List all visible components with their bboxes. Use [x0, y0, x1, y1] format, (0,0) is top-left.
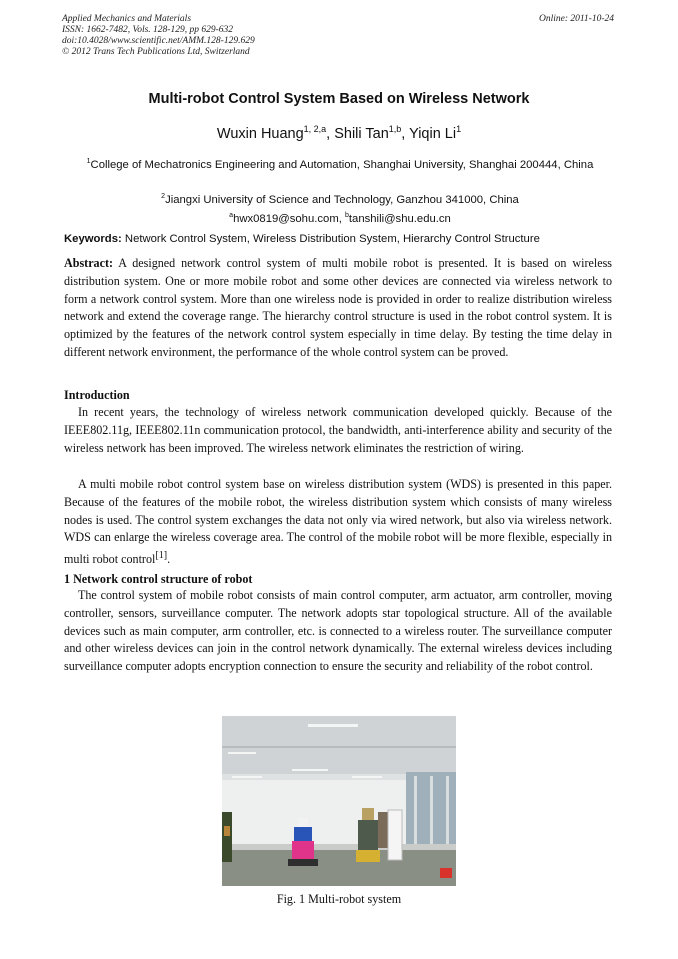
keywords — [64, 233, 614, 245]
affiliation-sup: 2 — [161, 193, 166, 200]
issn-line: ISSN: 1662-7482, Vols. 128-129, pp 629-632 — [62, 25, 233, 35]
affiliation-1 — [70, 156, 610, 171]
author-name: Wuxin Huang — [216, 125, 304, 142]
author-name: Yiqin Li — [409, 125, 457, 142]
keywords-label: Keywords: — [64, 233, 122, 245]
author-sup: 1 — [456, 124, 462, 134]
sentence-end: . — [167, 552, 171, 567]
intro-paragraph-2-text: A multi mobile robot control system base on wireless distribution system (WDS) is presented in this paper. Because of the features of the mobile robot, the wireless distribution system which consists of many wireless nodes is used. The control system exchanges the data not only via wired network, but also via wireless network. WDS can enlarge the wireless coverage area. The control of the mobile robot will be more flexible, especially in multi robot control — [64, 477, 612, 567]
author-sup: 1, 2,a — [303, 124, 327, 134]
paper-title: Multi-robot Control System Based on Wireless Network — [148, 91, 530, 107]
journal-header — [62, 14, 255, 58]
multi-robot-photo-image — [222, 716, 456, 886]
section1-paragraph-1: The control system of mobile robot consists of main control computer, arm actuator, arm controller, moving controller, sensors, surveillance computer. The network adopts star topological structure. All of the available devices such as main computer, arm controller, etc. is connected to a wireless router. The surveillance computer and other wireless devices can join in the control network dynamically. The external wireless devices including surveillance computer adopts encryption connection to ensure the security and reliability of the robot control. — [64, 588, 612, 674]
figure-caption: Fig. 1 Multi-robot system — [276, 892, 402, 906]
section-heading-introduction: Introduction — [64, 388, 130, 402]
abstract-label: Abstract: — [64, 256, 114, 270]
affiliation-text: Jiangxi University of Science and Technology, Ganzhou 341000, China — [165, 193, 519, 206]
email-b: tanshili@shu.edu.cn — [348, 212, 451, 225]
affiliation-sup: 1 — [86, 158, 91, 165]
figure-photo — [222, 716, 456, 886]
online-date: Online: 2011-10-24 — [538, 14, 614, 24]
affiliation-2 — [70, 191, 610, 206]
keywords-text: Network Control System, Wireless Distribution System, Hierarchy Control Structure — [124, 233, 540, 245]
section-heading-1: 1 Network control structure of robot — [64, 572, 253, 586]
author-list — [0, 124, 678, 142]
email-sup: a — [229, 212, 234, 219]
doi-line: doi:10.4028/www.scientific.net/AMM.128-129.629 — [62, 36, 255, 46]
author-name: Shili Tan — [334, 125, 389, 142]
affiliation-text: College of Mechatronics Engineering and Automation, Shanghai University, Shanghai 200444, China — [90, 158, 594, 171]
email-sup: b — [345, 212, 349, 219]
author-sep: , — [401, 125, 410, 142]
abstract-text: A designed network control system of multi mobile robot is presented. It is based on wireless distribution system. One or more mobile robot and some other devices are connected via wireless network to form a network control system. More than one wireless node is provided in order to realize distribution wireless network and extend the coverage range. The hierarchy control structure is used in the robot control system. It is optimized by the features of the network control system especially in time delay. By testing the time delay in different network environment, the performance of the whole control system can be proved. — [64, 256, 612, 359]
author-sup: 1,b — [388, 124, 402, 134]
abstract — [64, 255, 612, 362]
email-a: hwx0819@sohu.com, — [233, 212, 346, 225]
copyright-line: © 2012 Trans Tech Publications Ltd, Switzerland — [62, 47, 250, 57]
author-sep: , — [326, 125, 335, 142]
citation-ref[interactable]: [1] — [155, 550, 168, 562]
journal-name: Applied Mechanics and Materials — [62, 14, 192, 24]
email-line — [70, 210, 610, 225]
intro-paragraph-2 — [64, 476, 612, 569]
intro-paragraph-1: In recent years, the technology of wireless network communication developed quickly. Because of the IEEE802.11g, IEEE802.11n communication protocol, the bandwidth, anti-interference ability and security of the wireless network has been improved. The wireless network eliminates the restriction of wiring. — [64, 405, 612, 455]
